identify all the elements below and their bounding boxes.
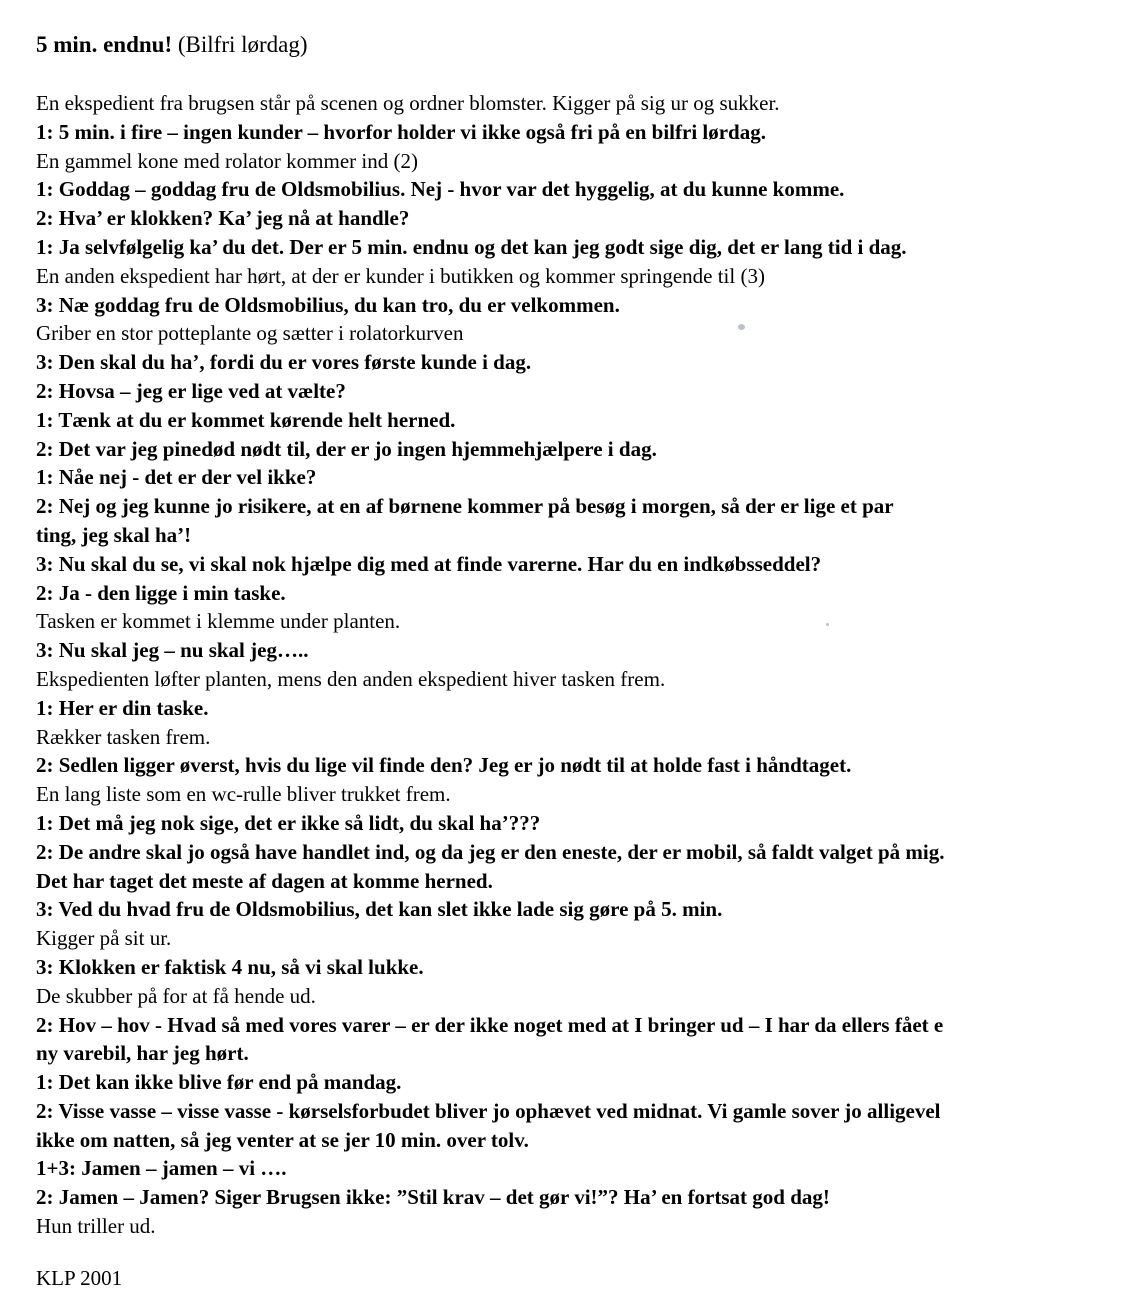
dialogue-line: Det har taget det meste af dagen at komme herned. xyxy=(36,868,493,893)
stage-direction: En gammel kone med rolator kommer ind (2) xyxy=(36,148,418,173)
stage-direction: Kigger på sit ur. xyxy=(36,926,172,951)
page-title xyxy=(36,30,1140,60)
dialogue-line: 2: Det var jeg pinedød nødt til, der er jo ingen hjemmehjælpere i dag. xyxy=(36,436,657,461)
scan-speck xyxy=(826,623,829,626)
dialogue-line: 3: Nu skal du se, vi skal nok hjælpe dig med at finde varerne. Har du en indkøbsseddel? xyxy=(36,551,822,576)
stage-direction: En anden ekspedient har hørt, at der er kunder i butikken og kommer springende til (3) xyxy=(36,263,765,288)
dialogue-line: 1: Tænk at du er kommet kørende helt herned. xyxy=(36,407,456,432)
dialogue-line: 1: Goddag – goddag fru de Oldsmobilius. Nej - hvor var det hyggelig, at du kunne komme. xyxy=(36,177,845,202)
dialogue-line: 2: Hov – hov - Hvad så med vores varer – er der ikke noget med at I bringer ud – I har da ellers fået e xyxy=(36,1012,944,1037)
signature: KLP 2001 xyxy=(36,1266,123,1290)
stage-direction: En ekspedient fra brugsen står på scenen og ordner blomster. Kigger på sig ur og sukker. xyxy=(36,91,780,115)
dialogue-line: 2: Jamen – Jamen? Siger Brugsen ikke: ”Stil krav – det gør vi!”? Ha’ en fortsat god dag! xyxy=(36,1185,830,1210)
title-main: 5 min. endnu! xyxy=(36,32,173,57)
stage-direction: Griber en stor potteplante og sætter i rolatorkurven xyxy=(36,321,464,346)
stage-direction: Hun triller ud. xyxy=(36,1214,156,1239)
dialogue-line: ting, jeg skal ha’! xyxy=(36,522,192,547)
dialogue-line: 1+3: Jamen – jamen – vi …. xyxy=(36,1156,287,1181)
dialogue-line: 2: Ja - den ligge i min taske. xyxy=(36,580,286,605)
dialogue-line: 1: 5 min. i fire – ingen kunder – hvorfor holder vi ikke også fri på en bilfri lørdag. xyxy=(36,119,766,144)
title-subtitle: (Bilfri lørdag) xyxy=(172,32,308,57)
stage-direction: Ekspedienten løfter planten, mens den anden ekspedient hiver tasken frem. xyxy=(36,666,666,691)
dialogue-line: 2: Hva’ er klokken? Ka’ jeg nå at handle? xyxy=(36,206,410,231)
dialogue-line: 2: De andre skal jo også have handlet ind, og da jeg er den eneste, der er mobil, så faldt valget på mig. xyxy=(36,839,945,864)
dialogue-line: 1: Nåe nej - det er der vel ikke? xyxy=(36,465,317,490)
dialogue-line: 3: Klokken er faktisk 4 nu, så vi skal lukke. xyxy=(36,954,424,979)
dialogue-line: 1: Det kan ikke blive før end på mandag. xyxy=(36,1070,402,1095)
dialogue-line: 1: Ja selvfølgelig ka’ du det. Der er 5 min. endnu og det kan jeg godt sige dig, det er lang tid i dag. xyxy=(36,234,907,259)
dialogue-line: 3: Den skal du ha’, fordi du er vores første kunde i dag. xyxy=(36,350,532,375)
dialogue-body xyxy=(36,89,1140,1241)
stage-direction: Tasken er kommet i klemme under planten. xyxy=(36,609,401,634)
stage-direction: De skubber på for at få hende ud. xyxy=(36,983,316,1008)
dialogue-line: 3: Næ goddag fru de Oldsmobilius, du kan tro, du er velkommen. xyxy=(36,292,620,317)
dialogue-line: 2: Hovsa – jeg er lige ved at vælte? xyxy=(36,378,346,403)
dialogue-line: ny varebil, har jeg hørt. xyxy=(36,1041,249,1066)
dialogue-line: ikke om natten, så jeg venter at se jer 10 min. over tolv. xyxy=(36,1127,529,1152)
scan-speck xyxy=(738,324,745,330)
dialogue-line: 1: Det må jeg nok sige, det er ikke så lidt, du skal ha’??? xyxy=(36,810,541,835)
dialogue-line: 3: Ved du hvad fru de Oldsmobilius, det kan slet ikke lade sig gøre på 5. min. xyxy=(36,897,723,922)
stage-direction: Rækker tasken frem. xyxy=(36,724,211,749)
dialogue-line: 2: Visse vasse – visse vasse - kørselsforbudet bliver jo ophævet ved midnat. Vi gamle sover jo alligevel xyxy=(36,1098,941,1123)
script-page xyxy=(36,30,1140,1241)
dialogue-line: 2: Sedlen ligger øverst, hvis du lige vil finde den? Jeg er jo nødt til at holde fast i håndtaget. xyxy=(36,753,852,778)
dialogue-line: 3: Nu skal jeg – nu skal jeg….. xyxy=(36,638,309,663)
dialogue-line: 1: Her er din taske. xyxy=(36,695,209,720)
stage-direction: En lang liste som en wc-rulle bliver trukket frem. xyxy=(36,782,451,807)
dialogue-line: 2: Nej og jeg kunne jo risikere, at en af børnene kommer på besøg i morgen, så der er lige et par xyxy=(36,494,894,519)
